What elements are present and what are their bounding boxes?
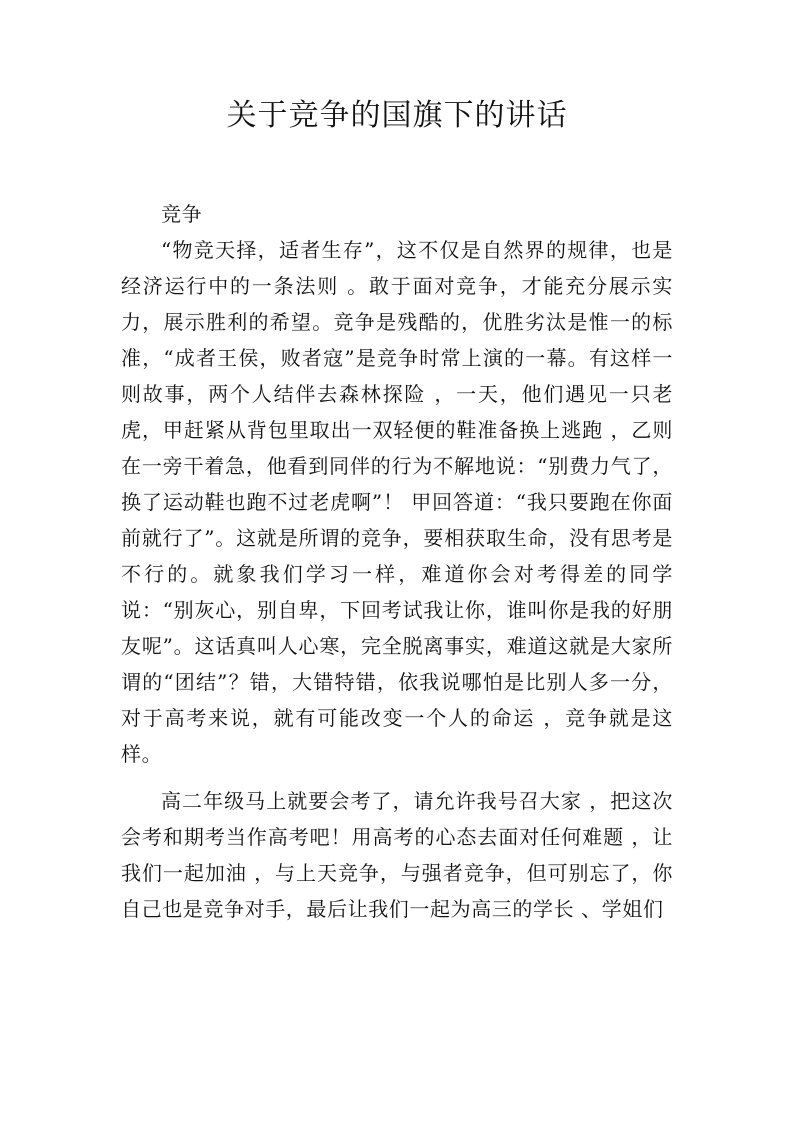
document-body bbox=[121, 196, 673, 927]
document-title: 关于竞争的国旗下的讲话 bbox=[226, 98, 568, 133]
paragraph: 高二年级马上就要会考了，请允许我号召大家 ，把这次会考和期考当作高考吧！用高考的心态去面对任何难题 ，让我们一起加油 ，与上天竞争，与强者竞争，但可别忘了，你自己也是竞争对手，最后让我们一起为高三的学长 、学姐们 bbox=[121, 789, 673, 921]
paragraph-heading: 竞争 bbox=[161, 202, 203, 226]
paragraph: “物竞天择，适者生存”，这不仅是自然界的规律，也是经济运行中的一条法则 。敢于面对竞争，才能充分展示实力，展示胜利的希望。竞争是残酷的，优胜劣汰是惟一的标准，“成者王侯，败者寇”是竞争时常上演的一幕。有这样一则故事，两个人结伴去森林探险 ，一天，他们遇见一只老虎，甲赶紧从背包里取出一双轻便的鞋准备换上逃跑 ，乙则在一旁干着急，他看到同伴的行为不解地说：“别费力气了，换了运动鞋也跑不过老虎啊”！ 甲回答道：“我只要跑在你面前就行了”。这就是所谓的竞争，要相获取生命，没有思考是不行的。就象我们学习一样，难道你会对考得差的同学说：“别灰心，别自卑，下回考试我让你，谁叫你是我的好朋友呢”。这话真叫人心寒，完全脱离事实，难道这就是大家所谓的“团结”？错，大错特错，依我说哪怕是比别人多一分，对于高考来说，就有可能改变一个人的命运 ，竞争就是这样。 bbox=[121, 238, 673, 766]
